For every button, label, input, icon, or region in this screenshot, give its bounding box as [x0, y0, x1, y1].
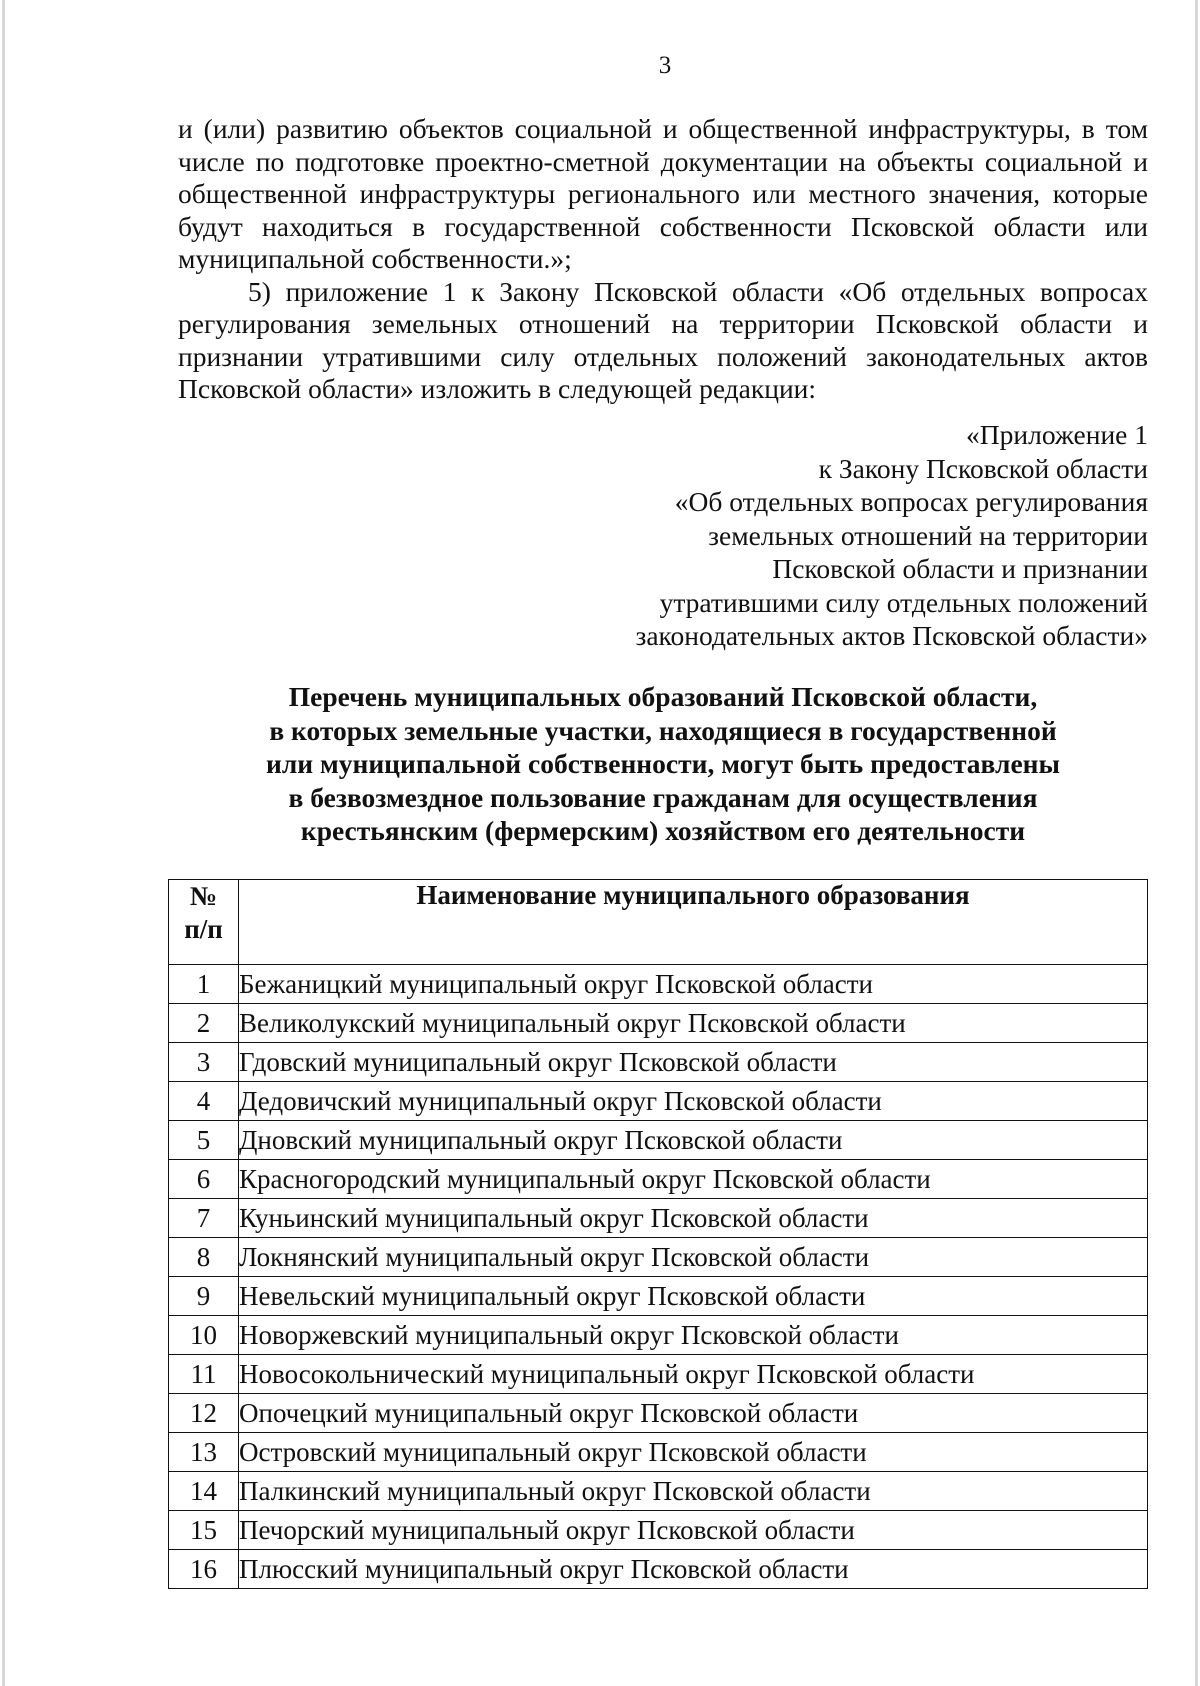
list-title-line: Перечень муниципальных образований Псковской области, — [288, 681, 1038, 712]
attachment-line: земельных отношений на территории — [708, 519, 1148, 551]
municipality-name: Красногородский муниципальный округ Псковской области — [239, 1160, 1148, 1199]
row-number: 12 — [169, 1394, 239, 1433]
table-row — [169, 1004, 1148, 1043]
municipality-name: Бежаницкий муниципальный округ Псковской области — [239, 965, 1148, 1004]
list-title-line: крестьянским (фермерским) хозяйством его деятельности — [300, 815, 1026, 846]
header-number-abbrev: п/п — [184, 914, 223, 944]
page-number: 3 — [658, 52, 672, 79]
row-number: 4 — [169, 1082, 239, 1121]
municipality-name: Куньинский муниципальный округ Псковской области — [239, 1199, 1148, 1238]
header-number-cell — [169, 880, 239, 965]
municipality-name: Новоржевский муниципальный округ Псковской области — [239, 1316, 1148, 1355]
municipalities-table — [168, 879, 1148, 1589]
row-number: 8 — [169, 1238, 239, 1277]
scan-edge-left — [2, 0, 5, 1686]
header-name-cell: Наименование муниципального образования — [239, 880, 1148, 965]
paragraph-continuation: и (или) развитию объектов социальной и общественной инфраструктуры, в том числе по подготовке проектно-сметной документации на объекты социальной и общественной инфраструктуры регионального или местного значения, которые будут находиться в государственной собственности Псковской области или муниципальной собственности.»; — [178, 113, 1148, 274]
municipality-name: Новосокольнический муниципальный округ Псковской области — [239, 1355, 1148, 1394]
header-number-sign: № — [189, 881, 218, 911]
scan-edge-right — [1195, 0, 1198, 1686]
table-row — [169, 1355, 1148, 1394]
table-row — [169, 1472, 1148, 1511]
row-number: 13 — [169, 1433, 239, 1472]
attachment-line: Псковской области и признании — [772, 553, 1148, 584]
table-row — [169, 1082, 1148, 1121]
table-row — [169, 1394, 1148, 1433]
row-number: 6 — [169, 1160, 239, 1199]
table-header-row — [169, 880, 1148, 965]
attachment-line: утратившими силу отдельных положений — [659, 586, 1148, 618]
table-row — [169, 1199, 1148, 1238]
attachment-line: «Приложение 1 — [966, 419, 1148, 450]
table-row — [169, 965, 1148, 1004]
list-title — [178, 680, 1148, 848]
municipality-name: Гдовский муниципальный округ Псковской области — [239, 1043, 1148, 1082]
attachment-line: к Закону Псковской области — [818, 452, 1148, 484]
row-number: 10 — [169, 1316, 239, 1355]
list-title-line: или муниципальной собственности, могут быть предоставлены — [266, 748, 1060, 779]
row-number: 15 — [169, 1511, 239, 1550]
row-number: 9 — [169, 1277, 239, 1316]
row-number: 11 — [169, 1355, 239, 1394]
table-row — [169, 1433, 1148, 1472]
municipality-name: Опочецкий муниципальный округ Псковской области — [239, 1394, 1148, 1433]
municipality-name: Дедовичский муниципальный округ Псковской области — [239, 1082, 1148, 1121]
table-row — [169, 1160, 1148, 1199]
attachment-line: законодательных актов Псковской области» — [635, 620, 1148, 651]
attachment-header — [560, 418, 1148, 653]
table-row — [169, 1121, 1148, 1160]
table-row — [169, 1550, 1148, 1589]
table-body — [169, 965, 1148, 1589]
municipality-name: Островский муниципальный округ Псковской области — [239, 1433, 1148, 1472]
table-row — [169, 1238, 1148, 1277]
row-number: 5 — [169, 1121, 239, 1160]
body-text — [178, 113, 1148, 406]
table-row — [169, 1316, 1148, 1355]
list-title-line: в которых земельные участки, находящиеся в государственной — [269, 714, 1057, 746]
municipality-name: Дновский муниципальный округ Псковской области — [239, 1121, 1148, 1160]
row-number: 1 — [169, 965, 239, 1004]
row-number: 3 — [169, 1043, 239, 1082]
paragraph-item-5: 5) приложение 1 к Закону Псковской области «Об отдельных вопросах регулирования земельных отношений на территории Псковской области и признании утратившими силу отдельных положений законодательных актов Псковской области» изложить в следующей редакции: — [178, 275, 1148, 404]
table-row — [169, 1043, 1148, 1082]
municipality-name: Палкинский муниципальный округ Псковской области — [239, 1472, 1148, 1511]
municipality-name: Локнянский муниципальный округ Псковской области — [239, 1238, 1148, 1277]
municipality-name: Печорский муниципальный округ Псковской области — [239, 1511, 1148, 1550]
list-title-line: в безвозмездное пользование гражданам для осуществления — [288, 781, 1038, 813]
table-row — [169, 1277, 1148, 1316]
row-number: 2 — [169, 1004, 239, 1043]
municipality-name: Великолукский муниципальный округ Псковской области — [239, 1004, 1148, 1043]
municipality-name: Плюсский муниципальный округ Псковской области — [239, 1550, 1148, 1589]
attachment-line: «Об отдельных вопросах регулирования — [674, 486, 1148, 517]
row-number: 7 — [169, 1199, 239, 1238]
table-row — [169, 1511, 1148, 1550]
municipality-name: Невельский муниципальный округ Псковской области — [239, 1277, 1148, 1316]
row-number: 16 — [169, 1550, 239, 1589]
row-number: 14 — [169, 1472, 239, 1511]
